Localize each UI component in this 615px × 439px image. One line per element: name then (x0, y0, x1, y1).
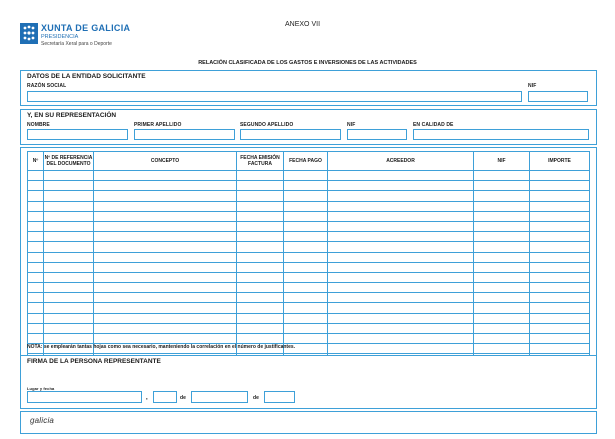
cell-concepto[interactable] (94, 201, 237, 211)
cell-acreedor[interactable] (328, 232, 474, 242)
cell-concepto[interactable] (94, 252, 237, 262)
cell-acreedor[interactable] (328, 181, 474, 191)
entity-nif-label: NIF (528, 83, 537, 89)
cell-importe[interactable] (530, 211, 590, 221)
cell-acreedor[interactable] (328, 334, 474, 344)
cell-concepto[interactable] (94, 221, 237, 231)
cell-fecha-pago[interactable] (284, 171, 328, 181)
cell-fecha-emision[interactable] (237, 252, 284, 262)
cell-number[interactable] (28, 232, 44, 242)
cell-concepto[interactable] (94, 272, 237, 282)
cell-acreedor[interactable] (328, 242, 474, 252)
cell-nif[interactable] (474, 323, 530, 333)
cell-acreedor[interactable] (328, 221, 474, 231)
signature-section-title: FIRMA DE LA PERSONA REPRESENTANTE (27, 358, 161, 365)
cell-fecha-pago[interactable] (284, 242, 328, 252)
expenses-header-row (28, 152, 590, 171)
cell-fecha-emision[interactable] (237, 303, 284, 313)
cell-acreedor[interactable] (328, 344, 474, 354)
place-date-label: Lugar y fecha (27, 386, 55, 391)
cell-number[interactable] (28, 221, 44, 231)
entity-section-title: DATOS DE LA ENTIDAD SOLICITANTE (27, 73, 146, 80)
cell-importe[interactable] (530, 262, 590, 272)
table-row (28, 262, 590, 272)
cell-importe[interactable] (530, 171, 590, 181)
cell-concepto[interactable] (94, 242, 237, 252)
cell-number[interactable] (28, 181, 44, 191)
cell-importe[interactable] (530, 252, 590, 262)
cell-fecha-emision[interactable] (237, 262, 284, 272)
primer-apellido-field[interactable] (134, 129, 235, 140)
cell-importe[interactable] (530, 283, 590, 293)
table-row (28, 293, 590, 303)
cell-reference[interactable] (44, 262, 94, 272)
table-row (28, 181, 590, 191)
annex-label: ANEXO VII (285, 21, 321, 28)
cell-number[interactable] (28, 211, 44, 221)
cell-importe[interactable] (530, 272, 590, 282)
segundo-apellido-label: SEGUNDO APELLIDO (240, 122, 294, 128)
cell-acreedor[interactable] (328, 272, 474, 282)
cell-concepto[interactable] (94, 303, 237, 313)
col-number: Nº (28, 152, 44, 171)
table-row (28, 191, 590, 201)
cell-nif[interactable] (474, 211, 530, 221)
cell-importe[interactable] (530, 201, 590, 211)
table-row (28, 303, 590, 313)
nombre-field[interactable] (27, 129, 128, 140)
note-text: NOTA: se emplearán tantas hojas como sea necesario, manteniendo la correlación en el número de justificantes. (27, 344, 296, 350)
cell-acreedor[interactable] (328, 262, 474, 272)
table-row (28, 272, 590, 282)
col-reference: Nº DE REFERENCIA DEL DOCUMENTO (44, 152, 94, 171)
cell-number[interactable] (28, 323, 44, 333)
cell-acreedor[interactable] (328, 303, 474, 313)
table-row (28, 201, 590, 211)
de-separator-1: de (180, 395, 187, 401)
expenses-table (27, 151, 590, 376)
col-fecha-pago: FECHA PAGO (284, 152, 328, 171)
cell-fecha-emision[interactable] (237, 283, 284, 293)
segundo-apellido-field[interactable] (240, 129, 341, 140)
cell-acreedor[interactable] (328, 191, 474, 201)
cell-reference[interactable] (44, 242, 94, 252)
cell-importe[interactable] (530, 303, 590, 313)
col-importe: IMPORTE (530, 152, 590, 171)
cell-reference[interactable] (44, 211, 94, 221)
subdept-name: Secretaría Xeral para o Deporte (41, 41, 112, 47)
cell-importe[interactable] (530, 334, 590, 344)
cell-nif[interactable] (474, 191, 530, 201)
cell-concepto[interactable] (94, 293, 237, 303)
cell-nif[interactable] (474, 171, 530, 181)
cell-nif[interactable] (474, 344, 530, 354)
cell-fecha-emision[interactable] (237, 221, 284, 231)
cell-importe[interactable] (530, 181, 590, 191)
cell-fecha-pago[interactable] (284, 221, 328, 231)
cell-fecha-pago[interactable] (284, 293, 328, 303)
cell-concepto[interactable] (94, 334, 237, 344)
cell-number[interactable] (28, 252, 44, 262)
cell-nif[interactable] (474, 201, 530, 211)
cell-fecha-emision[interactable] (237, 242, 284, 252)
cell-fecha-pago[interactable] (284, 303, 328, 313)
cell-number[interactable] (28, 242, 44, 252)
place-field[interactable] (27, 391, 142, 403)
cell-fecha-pago[interactable] (284, 191, 328, 201)
cell-reference[interactable] (44, 334, 94, 344)
table-row (28, 232, 590, 242)
cell-reference[interactable] (44, 232, 94, 242)
cell-importe[interactable] (530, 191, 590, 201)
cell-concepto[interactable] (94, 191, 237, 201)
cell-reference[interactable] (44, 252, 94, 262)
cell-fecha-emision[interactable] (237, 232, 284, 242)
cell-acreedor[interactable] (328, 323, 474, 333)
cell-nif[interactable] (474, 181, 530, 191)
cell-concepto[interactable] (94, 283, 237, 293)
cell-number[interactable] (28, 313, 44, 323)
cell-fecha-pago[interactable] (284, 211, 328, 221)
cell-fecha-pago[interactable] (284, 334, 328, 344)
rep-nif-field[interactable] (347, 129, 407, 140)
footer-bar (20, 411, 597, 434)
table-row (28, 171, 590, 181)
cell-fecha-pago[interactable] (284, 232, 328, 242)
table-row (28, 252, 590, 262)
representative-section-title: Y, EN SU REPRESENTACIÓN (27, 112, 117, 119)
table-row (28, 221, 590, 231)
cell-number[interactable] (28, 272, 44, 282)
cell-acreedor[interactable] (328, 201, 474, 211)
primer-apellido-label: PRIMER APELLIDO (134, 122, 182, 128)
cell-importe[interactable] (530, 221, 590, 231)
entity-nif-field[interactable] (528, 91, 588, 102)
cell-number[interactable] (28, 283, 44, 293)
cell-concepto[interactable] (94, 171, 237, 181)
year-field[interactable] (264, 391, 295, 403)
cell-fecha-pago[interactable] (284, 283, 328, 293)
cell-nif[interactable] (474, 283, 530, 293)
cell-reference[interactable] (44, 221, 94, 231)
cell-nif[interactable] (474, 313, 530, 323)
cell-concepto[interactable] (94, 313, 237, 323)
calidad-field[interactable] (413, 129, 589, 140)
cell-nif[interactable] (474, 303, 530, 313)
col-nif: NIF (474, 152, 530, 171)
table-row (28, 323, 590, 333)
cell-acreedor[interactable] (328, 171, 474, 181)
cell-fecha-emision[interactable] (237, 181, 284, 191)
cell-number[interactable] (28, 303, 44, 313)
cell-reference[interactable] (44, 201, 94, 211)
cell-acreedor[interactable] (328, 252, 474, 262)
cell-concepto[interactable] (94, 262, 237, 272)
cell-fecha-emision[interactable] (237, 201, 284, 211)
table-row (28, 283, 590, 293)
cell-fecha-emision[interactable] (237, 211, 284, 221)
cell-importe[interactable] (530, 242, 590, 252)
cell-number[interactable] (28, 293, 44, 303)
xunta-logo (20, 23, 38, 44)
cell-reference[interactable] (44, 323, 94, 333)
cell-reference[interactable] (44, 272, 94, 282)
cell-fecha-emision[interactable] (237, 323, 284, 333)
cell-nif[interactable] (474, 293, 530, 303)
cell-concepto[interactable] (94, 211, 237, 221)
cell-fecha-emision[interactable] (237, 272, 284, 282)
cell-acreedor[interactable] (328, 293, 474, 303)
table-row (28, 334, 590, 344)
day-field[interactable] (153, 391, 177, 403)
cell-concepto[interactable] (94, 181, 237, 191)
de-separator-2: de (253, 395, 260, 401)
cell-fecha-emision[interactable] (237, 334, 284, 344)
cell-reference[interactable] (44, 283, 94, 293)
cell-number[interactable] (28, 262, 44, 272)
cell-importe[interactable] (530, 344, 590, 354)
cell-reference[interactable] (44, 181, 94, 191)
cell-nif[interactable] (474, 252, 530, 262)
cell-fecha-pago[interactable] (284, 262, 328, 272)
cell-concepto[interactable] (94, 323, 237, 333)
cell-number[interactable] (28, 201, 44, 211)
comma-separator: , (146, 395, 148, 401)
cell-reference[interactable] (44, 171, 94, 181)
document-title: RELACIÓN CLASIFICADA DE LOS GASTOS E INVERSIONES DE LAS ACTIVIDADES (198, 60, 417, 66)
nombre-label: NOMBRE (27, 122, 50, 128)
cell-importe[interactable] (530, 323, 590, 333)
cell-fecha-emision[interactable] (237, 293, 284, 303)
cell-nif[interactable] (474, 272, 530, 282)
cell-reference[interactable] (44, 191, 94, 201)
org-name: XUNTA DE GALICIA (41, 23, 131, 33)
month-field[interactable] (191, 391, 248, 403)
cell-fecha-emision[interactable] (237, 191, 284, 201)
cell-number[interactable] (28, 334, 44, 344)
cell-nif[interactable] (474, 221, 530, 231)
dept-name: PRESIDENCIA (41, 34, 79, 40)
table-row (28, 242, 590, 252)
cell-fecha-pago[interactable] (284, 201, 328, 211)
cell-acreedor[interactable] (328, 313, 474, 323)
cell-number[interactable] (28, 171, 44, 181)
xunta-emblem-icon (20, 23, 38, 44)
razon-social-field[interactable] (27, 91, 522, 102)
cell-reference[interactable] (44, 313, 94, 323)
razon-social-label: RAZÓN SOCIAL (27, 83, 67, 89)
cell-fecha-pago[interactable] (284, 181, 328, 191)
cell-acreedor[interactable] (328, 283, 474, 293)
cell-reference[interactable] (44, 293, 94, 303)
cell-importe[interactable] (530, 313, 590, 323)
cell-importe[interactable] (530, 293, 590, 303)
cell-importe[interactable] (530, 232, 590, 242)
cell-fecha-emision[interactable] (237, 171, 284, 181)
cell-fecha-pago[interactable] (284, 272, 328, 282)
cell-number[interactable] (28, 191, 44, 201)
cell-nif[interactable] (474, 262, 530, 272)
col-concepto: CONCEPTO (94, 152, 237, 171)
cell-acreedor[interactable] (328, 211, 474, 221)
cell-fecha-pago[interactable] (284, 323, 328, 333)
calidad-label: EN CALIDAD DE (413, 122, 454, 128)
col-acreedor: ACREEDOR (328, 152, 474, 171)
cell-reference[interactable] (44, 303, 94, 313)
rep-nif-label: NIF (347, 122, 356, 128)
cell-concepto[interactable] (94, 232, 237, 242)
col-fecha-emision: FECHA EMISIÓN FACTURA (237, 152, 284, 171)
cell-nif[interactable] (474, 232, 530, 242)
table-row (28, 313, 590, 323)
galicia-brand-logo: galicia (30, 416, 55, 425)
cell-nif[interactable] (474, 242, 530, 252)
table-row (28, 211, 590, 221)
cell-fecha-emision[interactable] (237, 313, 284, 323)
cell-nif[interactable] (474, 334, 530, 344)
cell-fecha-pago[interactable] (284, 313, 328, 323)
cell-fecha-pago[interactable] (284, 252, 328, 262)
